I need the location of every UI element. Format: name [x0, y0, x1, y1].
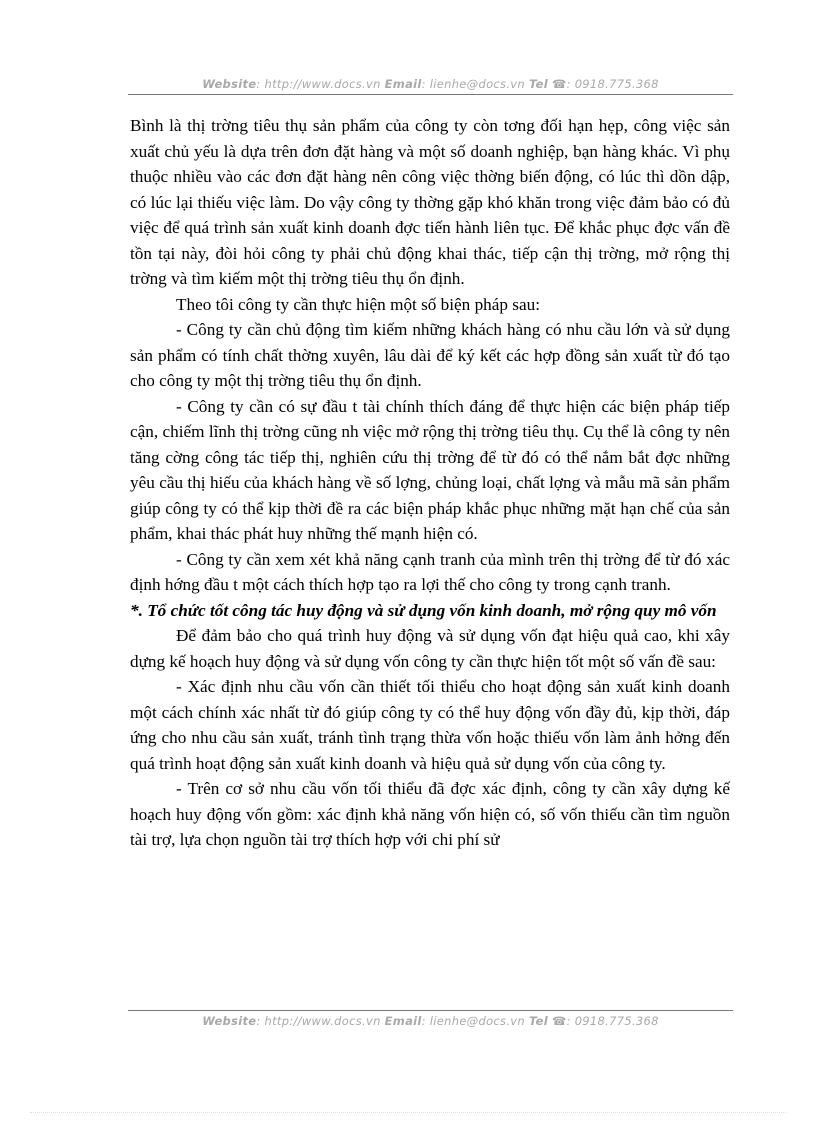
header-email-value: : lienhe@docs.vn: [421, 77, 525, 91]
phone-icon: ☎: [551, 1014, 567, 1028]
footer-email-label: Email: [384, 1014, 422, 1028]
phone-icon: ☎: [551, 77, 567, 91]
document-body: [130, 113, 730, 853]
paragraph: Theo tôi công ty cần thực hiện một số biện pháp sau:: [176, 294, 540, 314]
header-website-label: Website: [202, 77, 257, 91]
paragraph: - Công ty cần xem xét khả năng cạnh tranh của mình trên thị trờng để từ đó xác định hớng đầu t một cách thích hợp tạo ra lợi thế cho công ty trong cạnh tranh.: [130, 549, 730, 594]
header-tel-label: Tel: [528, 77, 548, 91]
page-header: [128, 74, 733, 95]
paragraph: Bình là thị trờng tiêu thụ sản phẩm của công ty còn tơng đối hạn hẹp, công việc sản xuất chủ yếu là dựa trên đơn đặt hàng và một số doanh nghiệp, bạn hàng khác. Vì phụ thuộc nhiều vào các đơn đặt hàng nên công việc thờng biến động, có lúc thì dồn dập, có lúc lại thiếu việc làm. Do vậy công ty thờng gặp khó khăn trong việc đảm bảo có đủ việc để quá trình sản xuất kinh doanh đợc tiến hành liên tục. Để khắc phục đợc vấn đề tồn tại này, đòi hỏi công ty phải chủ động khai thác, tiếp cận thị trờng, mở rộng thị trờng và tìm kiếm một thị trờng tiêu thụ ổn định.: [130, 116, 730, 288]
footer-tel-value: : 0918.775.368: [566, 1014, 659, 1028]
paragraph: - Trên cơ sở nhu cầu vốn tối thiểu đã đợc xác định, công ty cần xây dựng kế hoạch huy động vốn gồm: xác định khả năng vốn hiện có, số vốn thiếu cần tìm nguồn tài trợ, lựa chọn nguồn tài trợ thích hợp với chi phí sử: [130, 779, 730, 849]
section-heading: *. Tổ chức tốt công tác huy động và sử dụng vốn kinh doanh, mở rộng quy mô vốn: [130, 600, 717, 620]
footer-website-value: : http://www.docs.vn: [256, 1014, 381, 1028]
paragraph: - Công ty cần chủ động tìm kiếm những khách hàng có nhu cầu lớn và sử dụng sản phẩm có tính chất thờng xuyên, lâu dài để ký kết các hợp đồng sản xuất từ đó tạo cho công ty một thị trờng tiêu thụ ổn định.: [130, 320, 730, 390]
paragraph: Để đảm bảo cho quá trình huy động và sử dụng vốn đạt hiệu quả cao, khi xây dựng kế hoạch huy động và sử dụng vốn công ty cần thực hiện tốt một số vấn đề sau:: [130, 626, 730, 671]
footer-tel-label: Tel: [528, 1014, 548, 1028]
paragraph: - Xác định nhu cầu vốn cần thiết tối thiểu cho hoạt động sản xuất kinh doanh một cách chính xác nhất từ đó giúp công ty có thể huy động vốn đầy đủ, kịp thời, đáp ứng cho nhu cầu sản xuất, tránh tình trạng thừa vốn hoặc thiếu vốn làm ảnh hởng đến quá trình hoạt động sản xuất kinh doanh và hiệu quả sử dụng vốn của công ty.: [130, 677, 730, 773]
header-website-value: : http://www.docs.vn: [256, 77, 381, 91]
footer-email-value: : lienhe@docs.vn: [421, 1014, 525, 1028]
header-tel-value: : 0918.775.368: [566, 77, 659, 91]
page-bottom-divider: [30, 1112, 786, 1113]
page-footer: [128, 1010, 733, 1031]
footer-website-label: Website: [202, 1014, 257, 1028]
paragraph: - Công ty cần có sự đầu t tài chính thích đáng để thực hiện các biện pháp tiếp cận, chiếm lĩnh thị trờng cũng nh việc mở rộng thị trờng tiêu thụ. Cụ thể là công ty nên tăng cờng công tác tiếp thị, nghiên cứu thị trờng để từ đó có thể nắm bắt đợc những yêu cầu thị hiếu của khách hàng về số lợng, chủng loại, chất lợng và mẫu mã sản phẩm giúp công ty có thể kịp thời đề ra các biện pháp khắc phục những mặt hạn chế của sản phẩm, khai thác phát huy những thế mạnh hiện có.: [130, 396, 730, 543]
header-email-label: Email: [384, 77, 422, 91]
